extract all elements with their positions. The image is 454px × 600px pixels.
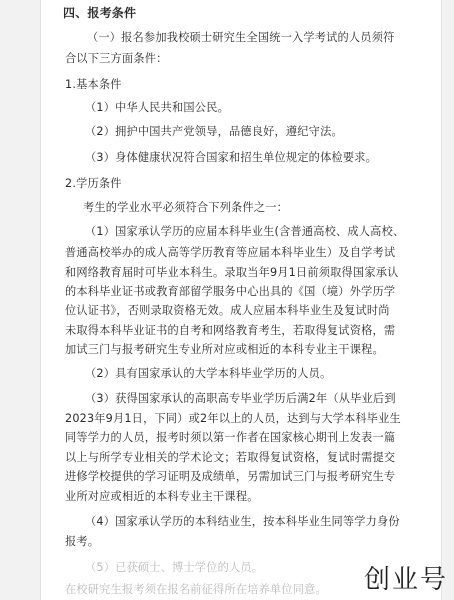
basic-conditions-title: 1.基本条件	[65, 78, 122, 91]
education-item-1-line-7: 加试三门与报考研究生专业所对应或相近的本科专业主干课程。	[65, 343, 384, 356]
education-item-1-line-6: 未取得本科毕业证书的自考和网络教育考生，若取得复试资格，需	[65, 324, 396, 337]
document-page	[40, 0, 442, 600]
education-item-3-line-1: （3）获得国家承认的高职高专毕业学历后满2年（从毕业后到	[85, 392, 396, 405]
education-item-5-line-1: （5）已获硕士、博士学位的人员。	[85, 561, 264, 574]
education-conditions-title: 2.学历条件	[65, 177, 122, 190]
education-item-3-line-2: 2023年9月1日，下同）或2年以上的人员，达到与大学本科毕业生	[65, 412, 401, 425]
basic-item-1: （1）中华人民共和国公民。	[85, 101, 229, 114]
section-heading: 四、报考条件	[63, 6, 137, 20]
intro-line-1: （一）报名参加我校硕士研究生全国统一入学考试的人员须符	[87, 31, 395, 44]
education-item-4-line-1: （4）国家承认学历的本科结业生，按本科毕业生同等学力身份	[85, 515, 400, 528]
education-item-4-line-2: 报考。	[65, 535, 100, 548]
intro-line-2: 合以下三方面条件：	[65, 52, 168, 65]
basic-item-2: （2）拥护中国共产党领导，品德良好，遵纪守法。	[85, 125, 343, 138]
education-item-1-line-5: 位认证书》，否则录取资格无效。成人应届本科毕业生及复试时尚	[65, 304, 390, 317]
education-item-3-line-3: 同等学力的人员，报考时须以第一作者在国家核心期刊上发表一篇	[65, 431, 396, 444]
education-lead: 考生的学业水平必须符合下列条件之一：	[83, 201, 288, 214]
education-item-3-line-4: 以上与所学专业相关的学术论文；若取得复试资格，复试时需提交	[65, 451, 396, 464]
education-item-1-line-3: 和网络教育届时可毕业本科生。录取当年9月1日前须取得国家承认	[65, 266, 399, 279]
education-item-1-line-4: 的本科毕业证书或教育部留学服务中心出具的《国（境）外学历学	[65, 285, 396, 298]
basic-item-3: （3）身体健康状况符合国家和招生单位规定的体检要求。	[85, 151, 378, 164]
education-item-5-line-2: 在校研究生报考须在报名前征得所在培养单位同意。	[65, 583, 327, 596]
education-item-1-line-2: 普通高校举办的成人高等学历教育等应届本科毕业生）及自学考试	[65, 246, 396, 259]
education-item-2: （2）具有国家承认的大学本科毕业学历的人员。	[85, 367, 332, 380]
education-item-3-line-6: 业所对应或相近的本科专业主干课程。	[65, 490, 259, 503]
watermark-logo: 创业号	[363, 565, 448, 595]
education-item-1-line-1: （1）国家承认学历的应届本科毕业生(含普通高校、成人高校、	[85, 225, 405, 238]
education-item-3-line-5: 进修学校提供的学习证明及成绩单，另需加试三门与报考研究生专	[65, 470, 396, 483]
